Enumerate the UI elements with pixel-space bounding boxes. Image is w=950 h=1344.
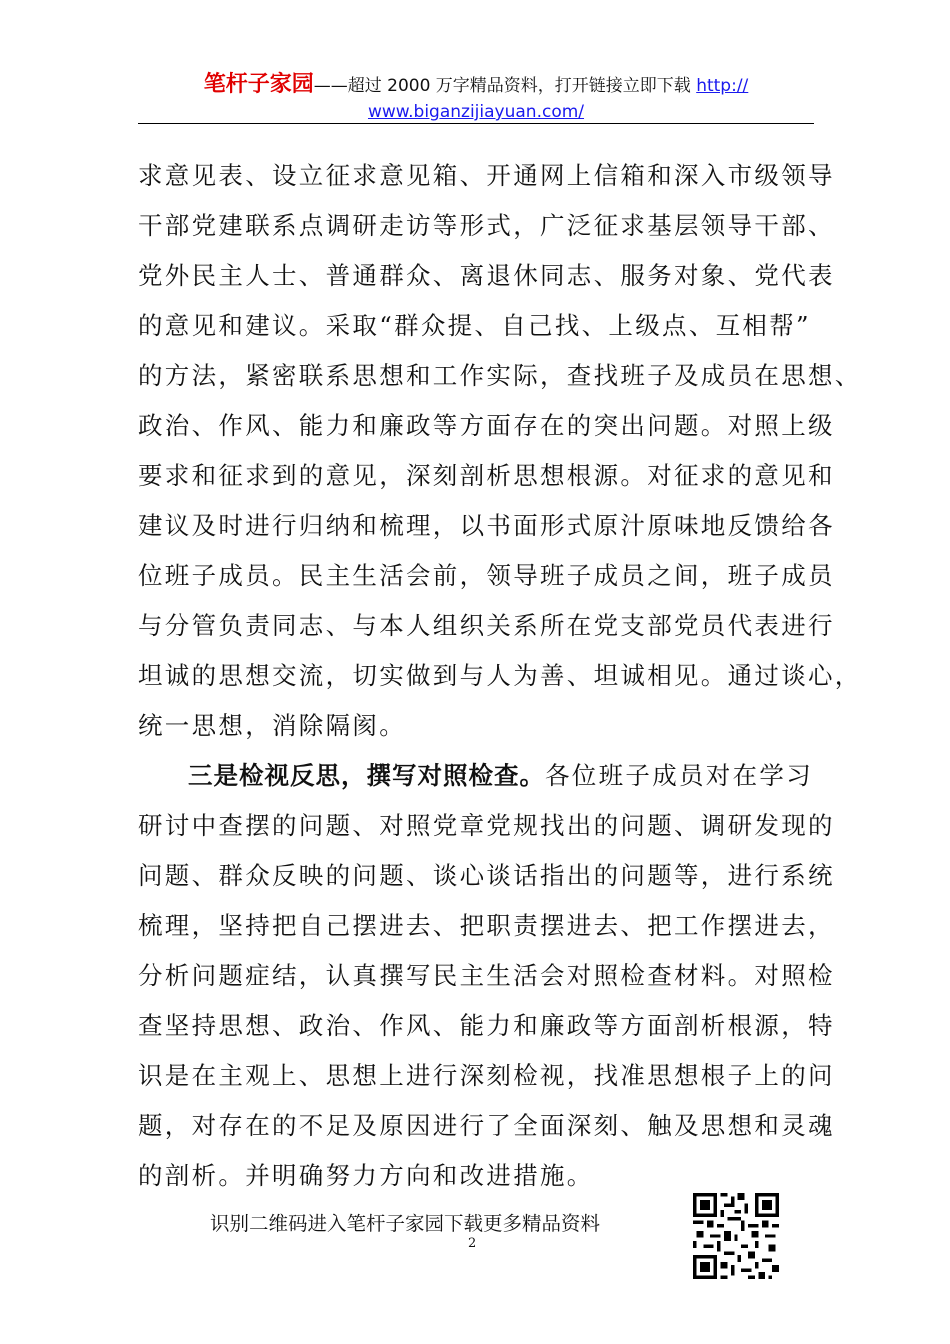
body-line: 政治、作风、能力和廉政等方面存在的突出问题。对照上级 bbox=[138, 411, 835, 440]
body-line: 要求和征求到的意见，深刻剖析思想根源。对征求的意见和 bbox=[138, 461, 835, 490]
body-line: 分析问题症结，认真撰写民主生活会对照检查材料。对照检 bbox=[138, 961, 835, 990]
body-line: 统一思想，消除隔阂。 bbox=[138, 711, 406, 740]
footer-call-to-action: 识别二维码进入笔杆子家园下载更多精品资料 bbox=[210, 1212, 601, 1235]
header-link-part1[interactable]: http:// bbox=[696, 76, 749, 96]
header-description: ——超过 2000 万字精品资料，打开链接立即下载 bbox=[313, 76, 697, 96]
body-line: 的剖析。并明确努力方向和改进措施。 bbox=[138, 1161, 594, 1190]
paragraph-3-first-text: 各位班子成员对在学习 bbox=[545, 761, 813, 790]
body-line: 与分管负责同志、与本人组织关系所在党支部党员代表进行 bbox=[138, 611, 835, 640]
paragraph-3-heading: 三是检视反思，撰写对照检查。 bbox=[188, 761, 545, 790]
body-line: 梳理，坚持把自己摆进去、把职责摆进去、把工作摆进去， bbox=[138, 911, 835, 940]
body-line: 的方法，紧密联系思想和工作实际，查找班子及成员在思想、 bbox=[138, 361, 862, 390]
body-line: 的意见和建议。采取“群众提、自己找、上级点、互相帮” bbox=[138, 311, 811, 340]
body-line: 识是在主观上、思想上进行深刻检视，找准思想根子上的问 bbox=[138, 1061, 835, 1090]
body-line: 坦诚的思想交流，切实做到与人为善、坦诚相见。通过谈心， bbox=[138, 661, 862, 690]
body-line: 建议及时进行归纳和梳理，以书面形式原汁原味地反馈给各 bbox=[138, 511, 835, 540]
body-line: 党外民主人士、普通群众、离退休同志、服务对象、党代表 bbox=[138, 261, 835, 290]
body-line: 干部党建联系点调研走访等形式，广泛征求基层领导干部、 bbox=[138, 211, 835, 240]
paragraph-3-first-line bbox=[138, 751, 814, 801]
body-line: 问题、群众反映的问题、谈心谈话指出的问题等，进行系统 bbox=[138, 861, 835, 890]
header-link-part2[interactable]: www.biganzijiayuan.com/ bbox=[367, 102, 585, 122]
body-line: 题，对存在的不足及原因进行了全面深刻、触及思想和灵魂 bbox=[138, 1111, 835, 1140]
page-number: 2 bbox=[468, 1236, 477, 1251]
brand-name: 笔杆子家园 bbox=[203, 72, 314, 97]
page-header bbox=[138, 72, 814, 125]
body-line: 研讨中查摆的问题、对照党章党规找出的问题、调研发现的 bbox=[138, 811, 835, 840]
body-line: 求意见表、设立征求意见箱、开通网上信箱和深入市级领导 bbox=[138, 161, 835, 190]
qr-code-icon[interactable] bbox=[693, 1193, 779, 1279]
document-body bbox=[138, 151, 862, 1201]
header-divider bbox=[138, 123, 814, 124]
body-line: 位班子成员。民主生活会前，领导班子成员之间，班子成员 bbox=[138, 561, 835, 590]
body-line: 查坚持思想、政治、作风、能力和廉政等方面剖析根源，特 bbox=[138, 1011, 835, 1040]
